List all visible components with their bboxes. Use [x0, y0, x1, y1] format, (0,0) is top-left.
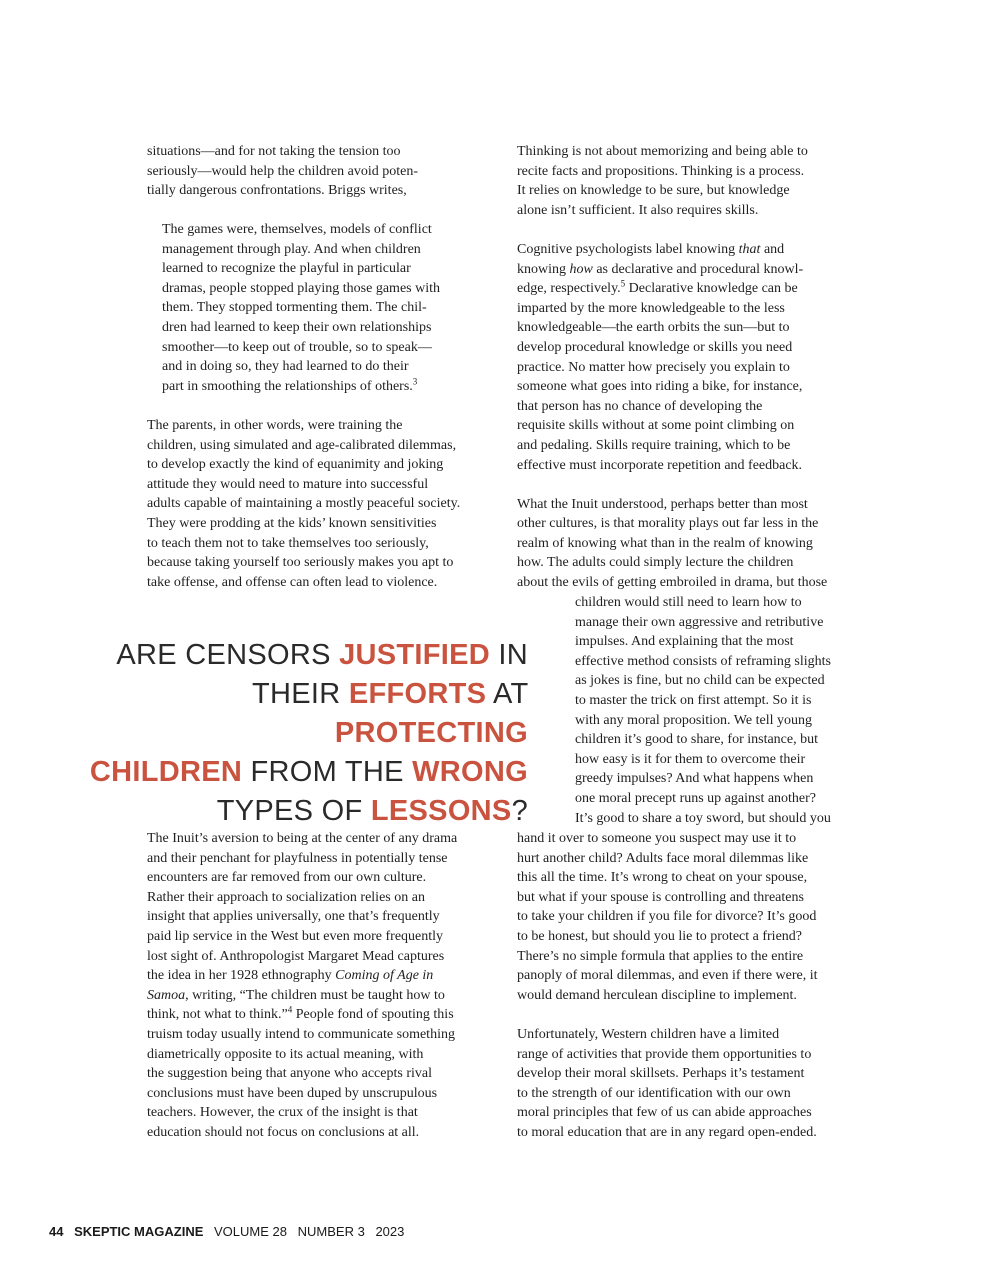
footnote-marker: 4	[287, 1004, 293, 1015]
quote-line: dren had learned to keep their own relationships	[162, 319, 432, 335]
left-column-top-paragraph	[147, 142, 507, 201]
text-line: recite facts and propositions. Thinking is a process.	[517, 163, 805, 179]
left-column-middle-paragraph	[147, 416, 507, 592]
text-line: There’s no simple formula that applies to the entire	[517, 948, 804, 964]
text-line	[147, 966, 507, 986]
text-line: how. The adults could simply lecture the children	[517, 555, 794, 571]
text-line: diametrically opposite to its actual meaning, with	[147, 1046, 424, 1062]
pq-highlight: WRONG	[412, 756, 528, 788]
text-line: situations—and for not taking the tension too	[147, 144, 401, 159]
text-line: They were prodding at the kids’ known sensitivities	[147, 515, 437, 531]
quote-line: dramas, people stopped playing those games with	[162, 280, 440, 296]
paragraph-gap	[517, 220, 877, 240]
pq-highlight: LESSONS	[370, 795, 512, 827]
text-line: and pedaling. Skills require training, which to be	[517, 437, 791, 453]
pull-quote-line	[90, 756, 528, 788]
text-line	[147, 986, 507, 1006]
volume: VOLUME 28	[214, 1224, 287, 1239]
pq-word: ?	[511, 795, 528, 827]
right-column-indented	[575, 593, 875, 828]
footnote-marker: 3	[412, 376, 418, 387]
text-line: tially dangerous confrontations. Briggs writes,	[147, 183, 407, 199]
text-line: The parents, in other words, were training the	[147, 418, 403, 433]
text-line: imparted by the more knowledgeable to the less	[517, 300, 785, 316]
text-line: effective must incorporate repetition and feedback.	[517, 457, 803, 473]
text-run: Cognitive psychologists label knowing	[517, 241, 739, 257]
text-run: as declarative and procedural knowl-	[592, 261, 804, 277]
quote-line	[162, 377, 507, 397]
pq-word: FROM THE	[242, 756, 413, 788]
text-line: lost sight of. Anthropologist Margaret Mead captures	[147, 948, 445, 964]
right-column-bottom	[517, 829, 877, 1143]
year: 2023	[375, 1224, 405, 1239]
text-line: and their penchant for playfulness in potentially tense	[147, 850, 448, 866]
text-line: It relies on knowledge to be sure, but knowledge	[517, 183, 790, 199]
text-line: teachers. However, the crux of the insight is that	[147, 1105, 418, 1121]
text-line: because taking yourself too seriously makes you apt to	[147, 555, 454, 571]
text-line: hurt another child? Adults face moral dilemmas like	[517, 850, 809, 866]
text-line: impulses. And explaining that the most	[575, 634, 794, 650]
text-line: panoply of moral dilemmas, and even if there were, it	[517, 968, 818, 984]
pq-highlight: CHILDREN	[89, 756, 243, 788]
text-line: to develop exactly the kind of equanimity and joking	[147, 457, 444, 473]
pull-quote-line	[252, 678, 528, 749]
text-line: to be honest, but should you lie to protect a friend?	[517, 928, 802, 944]
text-line: children, using simulated and age-calibrated dilemmas,	[147, 437, 457, 453]
emphasis: how	[569, 261, 593, 277]
quote-line: smoother—to keep out of trouble, so to speak—	[162, 339, 432, 355]
pq-word: ARE CENSORS	[116, 639, 340, 671]
text-line: Rather their approach to socialization relies on an	[147, 889, 425, 905]
left-column-bottom-paragraph	[147, 829, 507, 1143]
text-line: develop their moral skillsets. Perhaps it’s testament	[517, 1066, 805, 1082]
page-footer	[49, 1224, 411, 1239]
text-line: but what if your spouse is controlling and threatens	[517, 889, 804, 905]
text-line: seriously—would help the children avoid poten-	[147, 163, 418, 179]
text-line: moral principles that few of us can abide approaches	[517, 1105, 812, 1121]
magazine-name: SKEPTIC MAGAZINE	[74, 1224, 204, 1239]
text-line: conclusions must have been duped by unscrupulous	[147, 1085, 438, 1101]
text-line	[147, 1005, 507, 1025]
text-run: knowing	[517, 261, 570, 277]
text-run: the idea in her 1928 ethnography	[147, 968, 336, 984]
text-line: attitude they would need to mature into successful	[147, 476, 429, 492]
text-run: think, not what to think.”	[147, 1007, 288, 1023]
text-line	[517, 279, 877, 299]
page-number: 44	[49, 1224, 64, 1239]
text-line: would demand herculean discipline to implement.	[517, 987, 797, 1003]
pq-word: AT	[486, 678, 528, 710]
pq-highlight: EFFORTS	[348, 678, 487, 710]
text-line: knowledgeable—the earth orbits the sun—but to	[517, 320, 790, 336]
text-line: Thinking is not about memorizing and being able to	[517, 144, 808, 159]
pq-word: TYPES OF	[216, 795, 371, 827]
text-line: greedy impulses? And what happens when	[575, 771, 814, 787]
text-line: how easy is it for them to overcome their	[575, 751, 806, 767]
pull-quote	[58, 636, 528, 831]
text-line: encounters are far removed from our own culture.	[147, 870, 427, 886]
paragraph-gap	[517, 475, 877, 495]
text-line: to take your children if you file for divorce? It’s good	[517, 909, 817, 925]
quote-line: them. They stopped tormenting them. The chil-	[162, 300, 427, 316]
text-line	[517, 260, 877, 280]
quote-line: management through play. And when children	[162, 241, 421, 257]
text-run: People fond of spouting this	[292, 1007, 454, 1023]
text-line: to master the trick on first attempt. So it is	[575, 692, 812, 708]
quote-line: and in doing so, they had learned to do their	[162, 359, 409, 375]
text-line	[517, 240, 877, 260]
footnote-marker: 5	[620, 278, 626, 289]
pull-quote-line	[217, 795, 528, 827]
text-line: hand it over to someone you suspect may use it to	[517, 831, 797, 846]
briggs-blockquote	[162, 220, 507, 396]
text-line: adults capable of maintaining a mostly peaceful society.	[147, 496, 461, 512]
text-line: alone isn’t sufficient. It also requires skills.	[517, 202, 759, 218]
text-line: children would still need to learn how to	[575, 595, 802, 610]
text-line: Unfortunately, Western children have a limited	[517, 1026, 780, 1042]
text-line: truism today usually intend to communicate something	[147, 1026, 455, 1042]
quote-last-text: part in smoothing the relationships of others.	[162, 378, 413, 394]
text-line: It’s good to share a toy sword, but should you	[575, 810, 831, 826]
book-title: Samoa	[147, 987, 186, 1003]
text-run: and	[760, 241, 785, 257]
text-line: What the Inuit understood, perhaps better than most	[517, 496, 808, 512]
text-line: as jokes is fine, but no child can be expected	[575, 673, 825, 689]
emphasis: that	[738, 241, 761, 257]
pq-highlight: PROTECTING	[334, 717, 528, 749]
text-run: Declarative knowledge can be	[625, 281, 798, 297]
text-line: to teach them not to take themselves too seriously,	[147, 535, 429, 551]
text-line: to moral education that are in any regard open-ended.	[517, 1124, 817, 1140]
text-line: other cultures, is that morality plays out far less in the	[517, 516, 819, 532]
pull-quote-line	[116, 639, 528, 671]
right-column-top	[517, 142, 877, 593]
text-line: develop procedural knowledge or skills you need	[517, 339, 793, 355]
text-line: that person has no chance of developing the	[517, 398, 763, 414]
text-line: someone what goes into riding a bike, for instance,	[517, 379, 803, 395]
paragraph-gap	[517, 1005, 877, 1025]
text-run: edge, respectively.	[517, 281, 621, 297]
book-title: Coming of Age in	[335, 968, 434, 984]
text-line: the suggestion being that anyone who accepts rival	[147, 1066, 432, 1082]
text-line: realm of knowing what than in the realm of knowing	[517, 535, 813, 551]
text-line: take offense, and offense can often lead to violence.	[147, 574, 438, 590]
text-line: children it’s good to share, for instance, but	[575, 732, 818, 748]
pq-word: IN	[490, 639, 528, 671]
quote-line: learned to recognize the playful in particular	[162, 261, 411, 277]
text-line: about the evils of getting embroiled in drama, but those	[517, 575, 828, 591]
text-line: education should not focus on conclusions at all.	[147, 1124, 420, 1140]
text-line: insight that applies universally, one that’s frequently	[147, 909, 440, 925]
issue-number: NUMBER 3	[297, 1224, 365, 1239]
quote-line: The games were, themselves, models of conflict	[162, 222, 432, 237]
text-line: manage their own aggressive and retributive	[575, 614, 824, 630]
text-line: this all the time. It’s wrong to cheat on your spouse,	[517, 870, 808, 886]
text-line: with any moral proposition. We tell young	[575, 712, 812, 728]
text-line: effective method consists of reframing slights	[575, 653, 831, 669]
text-line: to the strength of our identification with our own	[517, 1085, 791, 1101]
text-line: requisite skills without at some point climbing on	[517, 418, 795, 434]
text-line: one moral precept runs up against another?	[575, 790, 817, 806]
text-line: range of activities that provide them opportunities to	[517, 1046, 812, 1062]
text-line: paid lip service in the West but even more frequently	[147, 928, 444, 944]
pq-word: THEIR	[251, 678, 349, 710]
text-line: practice. No matter how precisely you explain to	[517, 359, 790, 375]
text-line: The Inuit’s aversion to being at the center of any drama	[147, 831, 458, 846]
text-run: , writing, “The children must be taught how to	[185, 987, 445, 1003]
pq-highlight: JUSTIFIED	[339, 639, 491, 671]
